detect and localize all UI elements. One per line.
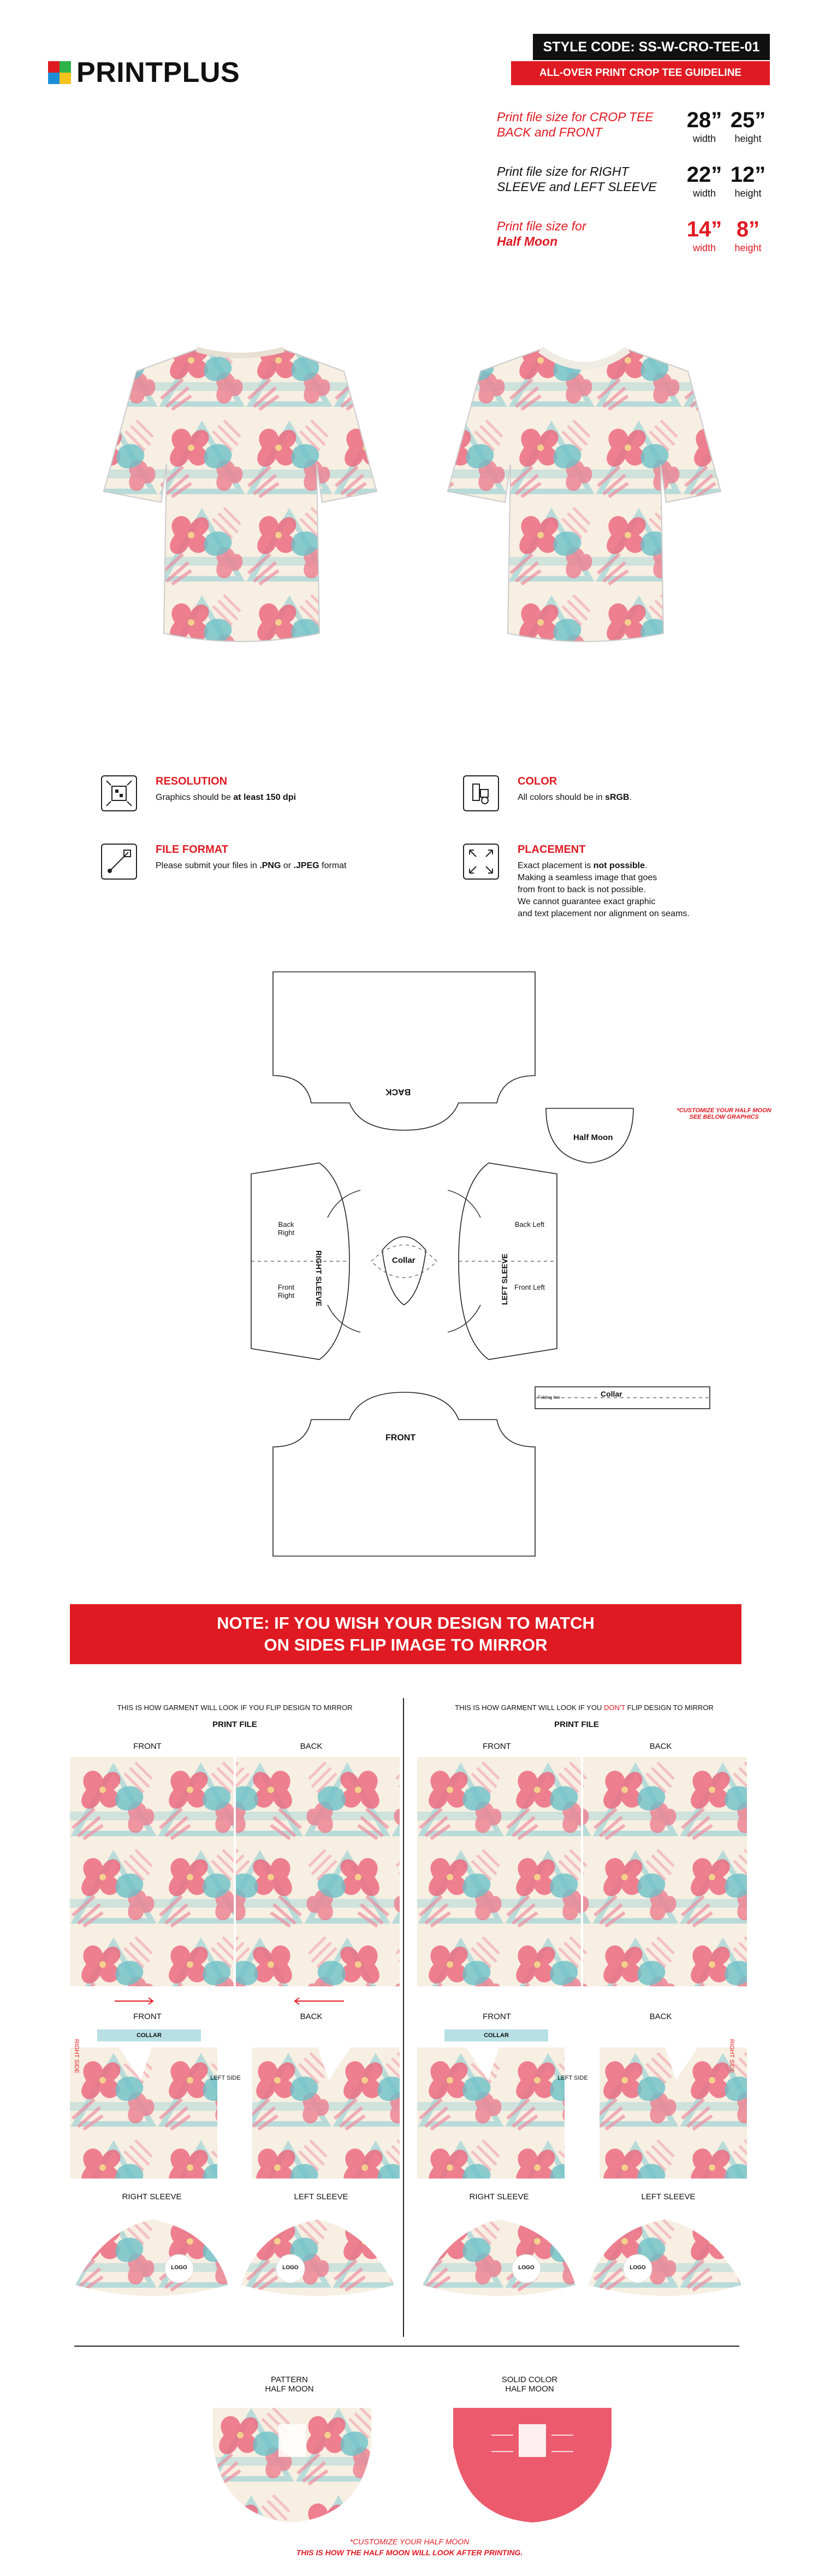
left-back-label: BACK (300, 1742, 323, 1751)
section-divider (74, 2346, 739, 2347)
right-print-panels (417, 1757, 747, 1986)
left-caption: THIS IS HOW GARMENT WILL LOOK IF YOU FLIP DESIGN TO MIRROR (117, 1704, 353, 1712)
info-text: Graphics should be at least 150 dpi (156, 793, 296, 802)
template-collar-strip-label: Collar (601, 1390, 622, 1398)
spec-crop-tee (497, 109, 781, 153)
left-collar-strip: COLLAR (97, 2029, 201, 2041)
spec-sleeves (497, 164, 781, 207)
left-cut-pieces (70, 2047, 400, 2179)
spec-width: 28” (686, 108, 722, 132)
right-left-sleeve-label: LEFT SLEEVE (641, 2192, 696, 2201)
template-left-sleeve-label: LEFT SLEEVE (500, 1253, 509, 1305)
guide-title-banner: ALL-OVER PRINT CROP TEE GUIDELINE (511, 61, 770, 85)
left-right-sleeve-label: RIGHT SLEEVE (122, 2192, 182, 2201)
left-arrows (109, 1996, 349, 2007)
left-logo-1: LOGO (171, 2265, 187, 2271)
right-print-file: PRINT FILE (554, 1720, 599, 1729)
resolution-icon (101, 775, 137, 811)
right-left-side: LEFT SIDE (557, 2075, 588, 2081)
template-right-sleeve-label: RIGHT SLEEVE (314, 1250, 323, 1307)
template-half-moon-label: Half Moon (573, 1133, 613, 1142)
template-back-left: Back Left (514, 1220, 545, 1228)
template-back-right: Back Right (277, 1220, 295, 1237)
left-front-label-2: FRONT (133, 2012, 162, 2021)
spec-width: 22” (686, 163, 722, 187)
info-color (463, 775, 769, 814)
style-code-badge: STYLE CODE: SS-W-CRO-TEE-01 (533, 34, 770, 60)
pattern-template (240, 966, 732, 1572)
left-left-side: LEFT SIDE (210, 2075, 241, 2081)
spec-width: 14” (686, 217, 722, 241)
spec-height: 8” (736, 217, 760, 241)
info-title: FILE FORMAT (156, 844, 228, 856)
template-back-label: BACK (385, 1087, 411, 1096)
spec-label: Print file size for CROP TEE BACK and FRONT (497, 110, 654, 139)
pattern-half-moon-title: PATTERN HALF MOON (265, 2375, 314, 2394)
tshirt-back-mockup (104, 349, 377, 642)
right-cut-pieces (417, 2047, 747, 2179)
info-title: COLOR (518, 775, 557, 787)
spec-label: Print file size for Half Moon (497, 219, 586, 248)
spec-half-moon (497, 218, 781, 262)
logo-mark-icon (48, 61, 71, 84)
template-front-left: Front Left (514, 1283, 545, 1291)
mirror-note-banner: NOTE: IF YOU WISH YOUR DESIGN TO MATCH ON SIDES FLIP IMAGE TO MIRROR (70, 1604, 741, 1664)
brand-logo (48, 56, 240, 89)
placement-icon (463, 844, 499, 880)
left-front-label: FRONT (133, 1742, 162, 1751)
spec-height-label: height (734, 242, 762, 253)
spec-height-label: height (734, 188, 762, 199)
right-logo-2: LOGO (630, 2265, 646, 2271)
info-resolution (101, 775, 407, 814)
right-front-label-2: FRONT (483, 2012, 511, 2021)
color-swatch-icon (463, 775, 499, 811)
left-back-label-2: BACK (300, 2012, 323, 2021)
right-right-side: RIGHT SIDE (728, 2039, 735, 2074)
left-left-sleeve-label: LEFT SLEEVE (294, 2192, 348, 2201)
file-format-icon (101, 844, 137, 880)
left-sleeves (70, 2209, 400, 2307)
right-logo-1: LOGO (518, 2265, 535, 2271)
spec-width-label: width (692, 188, 716, 199)
info-title: PLACEMENT (518, 844, 586, 856)
left-right-side: RIGHT SIDE (73, 2039, 80, 2074)
tshirt-front-mockup (448, 349, 721, 642)
brand-name: PRINTPLUS (76, 57, 240, 88)
tshirt-mockups (71, 328, 748, 699)
back-panel-outline (273, 972, 535, 1130)
right-front-label: FRONT (483, 1742, 511, 1751)
info-text: Exact placement is not possible. Making a seamless image that goes from front to back is not possible. We cannot guarantee exact graphic and text placement nor alignment on seams. (518, 861, 690, 918)
info-file-format (101, 844, 407, 882)
comparison-divider (403, 1698, 404, 2337)
right-sleeves (417, 2209, 747, 2307)
right-right-sleeve-label: RIGHT SLEEVE (469, 2192, 529, 2201)
spec-height: 25” (730, 108, 766, 132)
info-text: All colors should be in sRGB. (518, 793, 632, 802)
front-panel-outline (273, 1392, 535, 1556)
template-front-label: FRONT (385, 1433, 416, 1443)
info-placement (463, 844, 769, 936)
spec-height: 12” (730, 163, 766, 187)
half-moon-previews (207, 2402, 622, 2528)
left-print-file: PRINT FILE (212, 1720, 257, 1729)
spec-label: Print file size for RIGHT SLEEVE and LEFT SLEEVE (497, 164, 657, 194)
half-moon-footer: *CUSTOMIZE YOUR HALF MOON THIS IS HOW THE HALF MOON WILL LOOK AFTER PRINTING. (296, 2537, 523, 2557)
customize-note: *CUSTOMIZE YOUR HALF MOON SEE BELOW GRAPHICS (676, 1107, 771, 1120)
spec-height-label: height (734, 133, 762, 144)
left-print-panels (70, 1757, 400, 1986)
spec-width-label: width (692, 133, 716, 144)
solid-half-moon-title: SOLID COLOR HALF MOON (501, 2375, 558, 2394)
folding-line-label: Folding line (538, 1395, 560, 1400)
left-logo-2: LOGO (282, 2265, 299, 2271)
collar-piece-outline (382, 1237, 426, 1305)
right-collar-strip: COLLAR (444, 2029, 548, 2041)
right-back-label: BACK (649, 1742, 672, 1751)
info-text: Please submit your files in .PNG or .JPEG format (156, 861, 347, 870)
right-caption: THIS IS HOW GARMENT WILL LOOK IF YOU DON'T FLIP DESIGN TO MIRROR (455, 1704, 714, 1712)
template-collar-label: Collar (392, 1256, 416, 1265)
right-back-label-2: BACK (649, 2012, 672, 2021)
spec-width-label: width (692, 242, 716, 253)
info-title: RESOLUTION (156, 775, 228, 787)
template-front-right: Front Right (277, 1283, 295, 1299)
